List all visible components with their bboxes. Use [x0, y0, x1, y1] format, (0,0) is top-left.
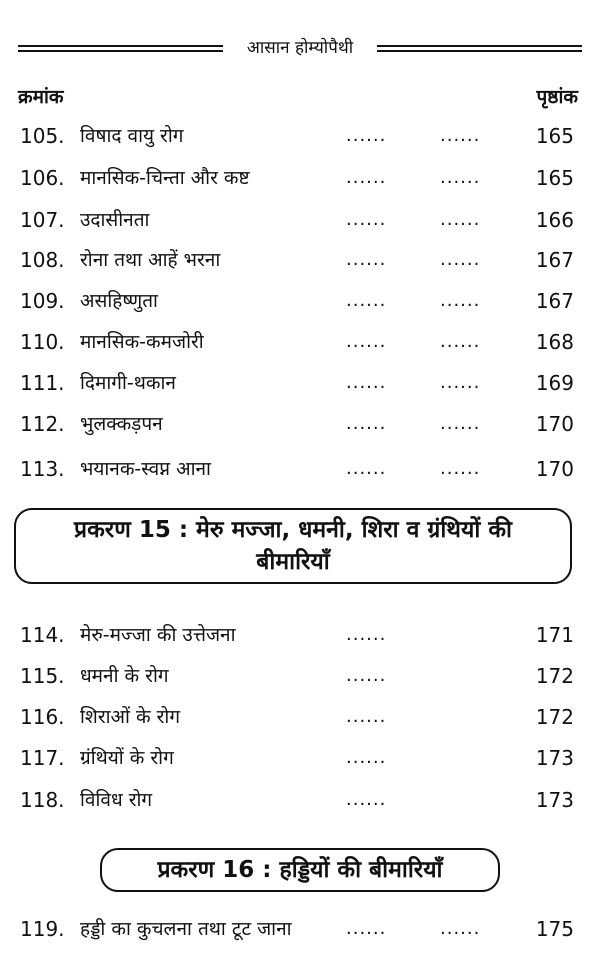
leader-dots: ...... [440, 249, 481, 270]
leader-dots: ...... [346, 747, 387, 768]
chapter-16-heading [100, 848, 500, 892]
entry-number: 108. [20, 248, 65, 272]
entry-title: विविध रोग [80, 789, 153, 811]
entry-page: 168 [535, 330, 574, 354]
entry-title: रोना तथा आहें भरना [80, 249, 221, 271]
entry-title: मानसिक-चिन्ता और कष्ट [80, 167, 250, 189]
entry-page: 167 [535, 248, 574, 272]
leader-dots: ...... [440, 167, 481, 188]
toc-entry [18, 243, 578, 277]
entry-title: ग्रंथियों के रोग [80, 747, 174, 769]
entry-title: विषाद वायु रोग [80, 125, 184, 147]
entry-page: 171 [535, 623, 574, 647]
leader-dots: ...... [346, 665, 387, 686]
toc-entry [18, 407, 578, 441]
toc-entry [18, 912, 578, 946]
entry-title: असहिष्णुता [80, 290, 158, 312]
entry-number: 109. [20, 289, 65, 313]
entry-number: 118. [20, 788, 65, 812]
entry-page: 170 [535, 457, 574, 481]
header-rule-right [377, 45, 582, 52]
entry-title: मेरु-मज्जा की उत्तेजना [80, 624, 236, 646]
leader-dots: ...... [346, 706, 387, 727]
entry-title: हड्डी का कुचलना तथा टूट जाना [80, 918, 292, 940]
entry-number: 116. [20, 705, 65, 729]
entry-number: 117. [20, 746, 65, 770]
leader-dots: ...... [440, 413, 481, 434]
entry-page: 166 [535, 208, 574, 232]
leader-dots: ...... [346, 624, 387, 645]
column-heading-page: पृष्ठांक [536, 86, 578, 108]
entry-number: 114. [20, 623, 65, 647]
toc-entry [18, 700, 578, 734]
entry-number: 105. [20, 124, 65, 148]
toc-entry [18, 119, 578, 153]
page-header [18, 36, 582, 62]
entry-page: 170 [535, 412, 574, 436]
leader-dots: ...... [440, 918, 481, 939]
leader-dots: ...... [346, 290, 387, 311]
entry-page: 173 [535, 746, 574, 770]
leader-dots: ...... [440, 125, 481, 146]
leader-dots: ...... [440, 209, 481, 230]
leader-dots: ...... [346, 458, 387, 479]
leader-dots: ...... [440, 372, 481, 393]
toc-entry [18, 284, 578, 318]
leader-dots: ...... [346, 249, 387, 270]
entry-page: 167 [535, 289, 574, 313]
toc-entry [18, 741, 578, 775]
leader-dots: ...... [346, 167, 387, 188]
toc-entry [18, 325, 578, 359]
leader-dots: ...... [346, 413, 387, 434]
toc-entry [18, 203, 578, 237]
leader-dots: ...... [440, 458, 481, 479]
leader-dots: ...... [346, 331, 387, 352]
entry-number: 110. [20, 330, 65, 354]
entry-number: 119. [20, 917, 65, 941]
entry-page: 172 [535, 705, 574, 729]
leader-dots: ...... [346, 125, 387, 146]
entry-number: 111. [20, 371, 65, 395]
entry-number: 112. [20, 412, 65, 436]
entry-number: 107. [20, 208, 65, 232]
entry-title: भुलक्कड़पन [80, 413, 163, 435]
leader-dots: ...... [346, 209, 387, 230]
entry-title: भयानक-स्वप्न आना [80, 458, 211, 480]
leader-dots: ...... [440, 290, 481, 311]
column-heading-serial: क्रमांक [18, 86, 64, 108]
chapter-15-heading [14, 508, 572, 584]
toc-entry [18, 161, 578, 195]
chapter-15-title-line2: बीमारियाँ [256, 549, 330, 575]
entry-number: 106. [20, 166, 65, 190]
toc-entry [18, 783, 578, 817]
leader-dots: ...... [346, 372, 387, 393]
entry-number: 113. [20, 457, 65, 481]
book-title: आसान होम्योपैथी [246, 38, 354, 58]
entry-title: शिराओं के रोग [80, 706, 181, 728]
entry-page: 172 [535, 664, 574, 688]
toc-entry [18, 452, 578, 486]
leader-dots: ...... [440, 331, 481, 352]
entry-page: 175 [535, 917, 574, 941]
entry-number: 115. [20, 664, 65, 688]
entry-page: 165 [535, 124, 574, 148]
entry-page: 165 [535, 166, 574, 190]
entry-title: उदासीनता [80, 209, 150, 231]
entry-page: 169 [535, 371, 574, 395]
entry-title: दिमागी-थकान [80, 372, 176, 394]
toc-entry [18, 659, 578, 693]
entry-title: धमनी के रोग [80, 665, 169, 687]
entry-page: 173 [535, 788, 574, 812]
entry-title: मानसिक-कमजोरी [80, 331, 204, 353]
leader-dots: ...... [346, 789, 387, 810]
chapter-15-title-line1: प्रकरण 15 : मेरु मज्जा, धमनी, शिरा व ग्रंथियों की [74, 517, 512, 543]
toc-entry [18, 618, 578, 652]
chapter-16-title: प्रकरण 16 : हड्डियों की बीमारियाँ [157, 857, 443, 883]
leader-dots: ...... [346, 918, 387, 939]
toc-entry [18, 366, 578, 400]
